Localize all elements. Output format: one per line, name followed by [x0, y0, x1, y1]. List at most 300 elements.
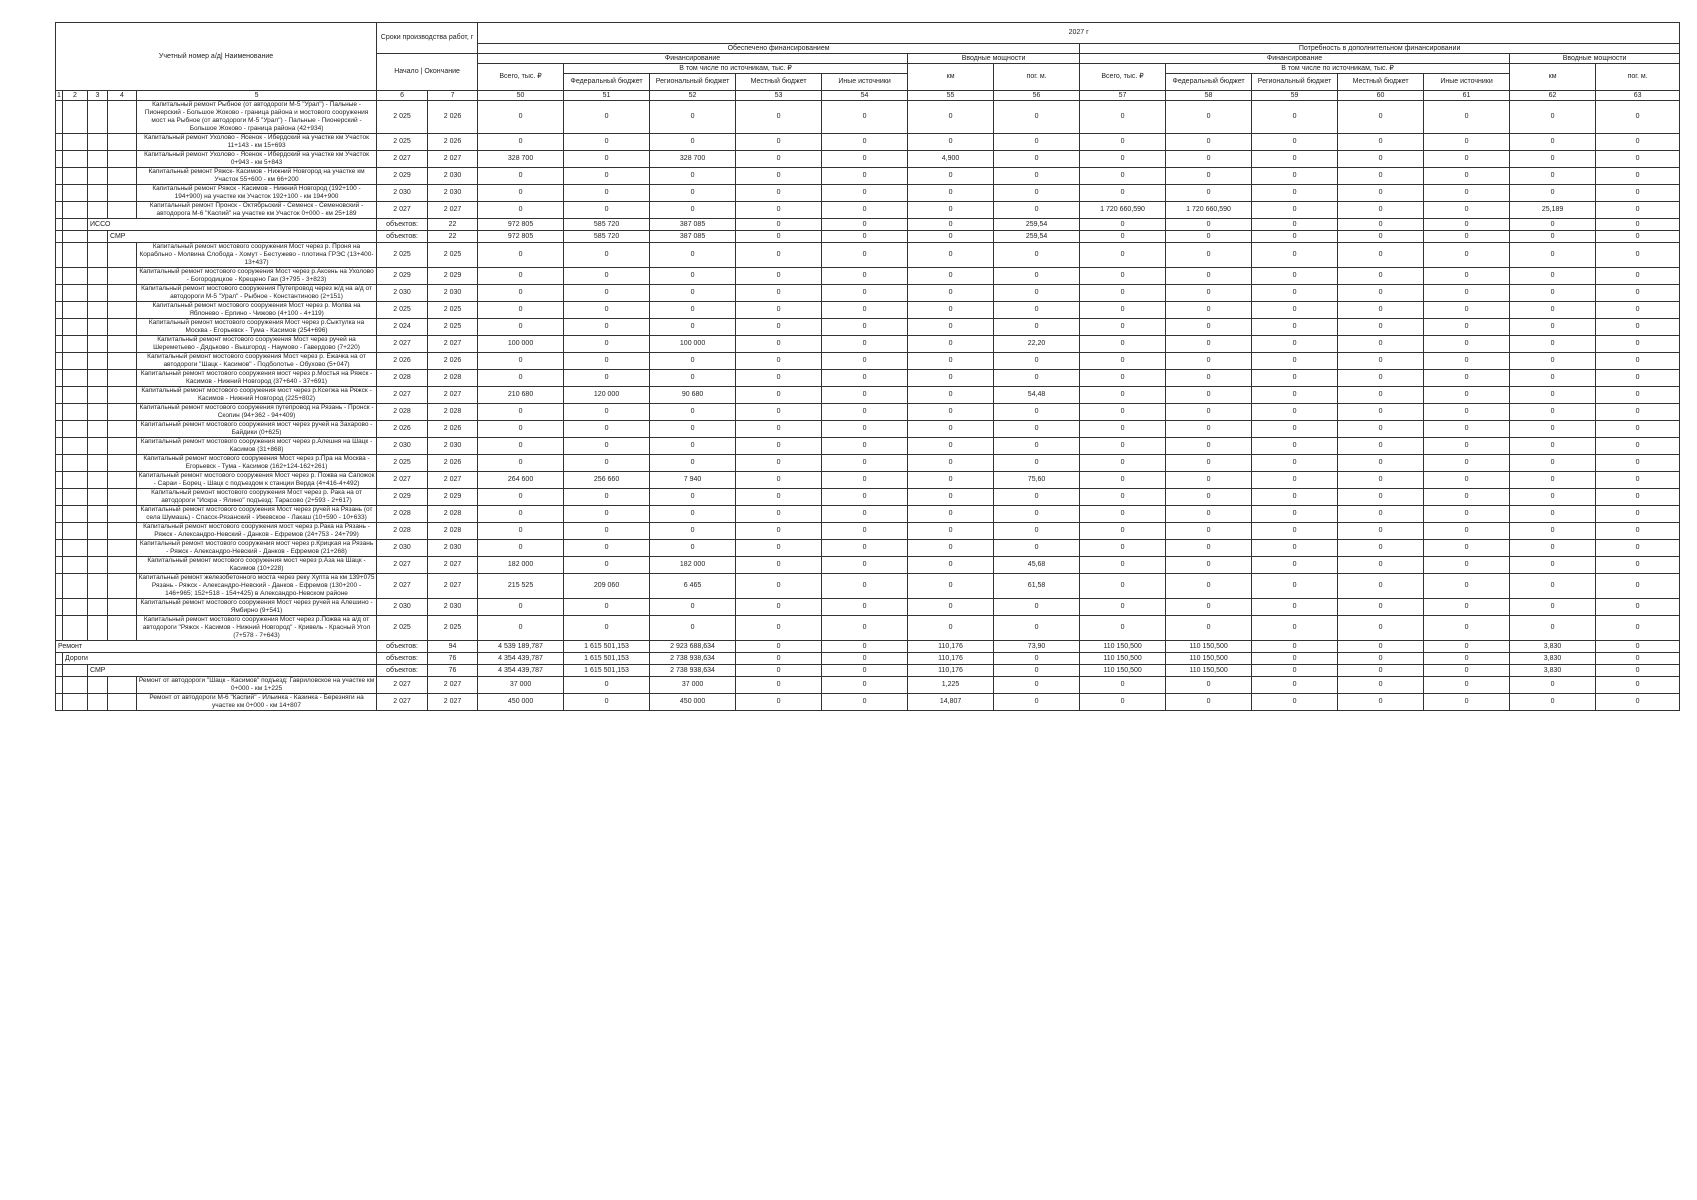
- value-cell: 2 027: [428, 677, 478, 694]
- object-name-cell: Капитальный ремонт мостового сооружения Мост через р.Аксень на Ухолово - Богородицкое - Крещено Гаи (3+795 - 3+823): [137, 268, 377, 285]
- value-cell: 0: [1080, 387, 1166, 404]
- value-cell: 0: [1510, 231, 1596, 243]
- value-cell: 0: [822, 523, 908, 540]
- value-cell: 0: [994, 599, 1080, 616]
- value-cell: 0: [994, 302, 1080, 319]
- value-cell: 0: [1424, 438, 1510, 455]
- value-cell: 0: [650, 185, 736, 202]
- value-cell: 0: [1252, 677, 1338, 694]
- value-cell: 0: [1596, 202, 1680, 219]
- value-cell: 0: [822, 202, 908, 219]
- value-cell: 0: [1252, 185, 1338, 202]
- value-cell: 256 660: [564, 472, 650, 489]
- value-cell: 0: [994, 285, 1080, 302]
- value-cell: 0: [1338, 185, 1424, 202]
- empty-cell: [108, 336, 137, 353]
- value-cell: 0: [1424, 285, 1510, 302]
- object-name-cell: Капитальный ремонт мостового сооружения путепровод на Рязань - Пронск - Скопин (94+362 - 94+409): [137, 404, 377, 421]
- column-index-cell: 61: [1424, 91, 1510, 101]
- value-cell: 0: [822, 574, 908, 599]
- value-cell: 259,54: [994, 231, 1080, 243]
- value-cell: 0: [478, 101, 564, 134]
- value-cell: 0: [736, 653, 822, 665]
- value-cell: 0: [994, 694, 1080, 711]
- value-cell: 0: [822, 455, 908, 472]
- empty-cell: [63, 134, 88, 151]
- value-cell: 2 030: [428, 540, 478, 557]
- value-cell: 0: [1424, 353, 1510, 370]
- empty-cell: [56, 101, 63, 134]
- value-cell: 0: [1338, 523, 1424, 540]
- value-cell: 0: [908, 523, 994, 540]
- value-cell: 0: [1080, 101, 1166, 134]
- value-cell: 0: [1080, 599, 1166, 616]
- value-cell: 2 028: [428, 506, 478, 523]
- secured-header: Обеспечено финансированием: [478, 44, 1080, 54]
- start-end-header: Начало | Окончание: [377, 54, 478, 91]
- value-cell: 2 028: [377, 523, 428, 540]
- empty-cell: [108, 421, 137, 438]
- empty-cell: [108, 387, 137, 404]
- value-cell: 0: [1424, 168, 1510, 185]
- value-cell: 0: [1596, 219, 1680, 231]
- value-cell: 0: [1596, 231, 1680, 243]
- value-cell: 0: [822, 387, 908, 404]
- value-cell: 0: [1080, 455, 1166, 472]
- value-cell: 0: [478, 599, 564, 616]
- value-cell: 2 027: [428, 387, 478, 404]
- value-cell: 0: [1424, 185, 1510, 202]
- value-cell: 94: [428, 641, 478, 653]
- value-cell: 0: [478, 185, 564, 202]
- value-cell: 0: [1424, 574, 1510, 599]
- value-cell: 0: [1338, 557, 1424, 574]
- value-cell: 0: [650, 540, 736, 557]
- value-cell: 0: [736, 268, 822, 285]
- value-cell: 0: [1166, 489, 1252, 506]
- empty-cell: [63, 219, 88, 231]
- value-cell: 0: [1080, 336, 1166, 353]
- value-cell: 0: [1080, 523, 1166, 540]
- empty-cell: [88, 455, 108, 472]
- value-cell: 0: [1166, 421, 1252, 438]
- value-cell: 0: [1338, 455, 1424, 472]
- value-cell: 0: [1080, 557, 1166, 574]
- value-cell: 0: [822, 231, 908, 243]
- value-cell: 0: [1338, 641, 1424, 653]
- secured-financing-header: Финансирование: [478, 54, 908, 64]
- value-cell: 22: [428, 219, 478, 231]
- value-cell: 0: [564, 677, 650, 694]
- value-cell: 2 027: [377, 336, 428, 353]
- value-cell: 0: [650, 404, 736, 421]
- value-cell: 0: [1166, 231, 1252, 243]
- value-cell: 0: [1424, 641, 1510, 653]
- value-cell: 0: [1080, 506, 1166, 523]
- column-index-cell: 3: [88, 91, 108, 101]
- value-cell: 2 030: [428, 599, 478, 616]
- value-cell: 2 025: [377, 302, 428, 319]
- value-cell: 0: [736, 438, 822, 455]
- total-row: [56, 653, 1680, 665]
- value-cell: 0: [1080, 438, 1166, 455]
- total-row: [56, 219, 1680, 231]
- value-cell: 2 028: [428, 370, 478, 387]
- end-header: Окончание: [424, 68, 460, 75]
- value-cell: 0: [478, 523, 564, 540]
- table-row: [56, 336, 1680, 353]
- value-cell: 0: [478, 404, 564, 421]
- value-cell: 0: [478, 438, 564, 455]
- need-federal-header: Федеральный бюджет: [1166, 74, 1252, 91]
- empty-cell: [56, 523, 63, 540]
- value-cell: 0: [1424, 694, 1510, 711]
- empty-cell: [108, 285, 137, 302]
- value-cell: 0: [1080, 421, 1166, 438]
- value-cell: 0: [650, 243, 736, 268]
- empty-cell: [88, 134, 108, 151]
- empty-cell: [108, 455, 137, 472]
- value-cell: 0: [1338, 151, 1424, 168]
- total-row: [56, 231, 1680, 243]
- value-cell: 0: [822, 302, 908, 319]
- value-cell: 110 150,500: [1080, 641, 1166, 653]
- secured-total-header: Всего, тыс. ₽: [478, 64, 564, 91]
- empty-cell: [88, 185, 108, 202]
- value-cell: 1 615 501,153: [564, 665, 650, 677]
- value-cell: 2 030: [428, 168, 478, 185]
- value-cell: 0: [908, 185, 994, 202]
- empty-cell: [56, 404, 63, 421]
- value-cell: 25,189: [1510, 202, 1596, 219]
- object-name-cell: Капитальный ремонт мостового сооружения Мост через р. Молва на Яблонево - Ерлино - Чижово (4+100 - 4+119): [137, 302, 377, 319]
- value-cell: 0: [1252, 404, 1338, 421]
- object-name-cell: Капитальный ремонт мостового сооружения Путепровод через ж/д на а/д от автодороги М-5 "Урал" - Рыбное - Константиново (2+151): [137, 285, 377, 302]
- value-cell: 2 027: [377, 387, 428, 404]
- value-cell: 0: [1338, 168, 1424, 185]
- value-cell: 0: [1424, 231, 1510, 243]
- value-cell: 0: [478, 489, 564, 506]
- value-cell: 0: [1080, 185, 1166, 202]
- value-cell: 2 027: [428, 151, 478, 168]
- value-cell: 0: [908, 540, 994, 557]
- value-cell: 0: [1166, 219, 1252, 231]
- empty-cell: [63, 353, 88, 370]
- value-cell: 0: [822, 370, 908, 387]
- value-cell: 0: [1510, 404, 1596, 421]
- secured-local-header: Местный бюджет: [736, 74, 822, 91]
- empty-cell: [63, 574, 88, 599]
- value-cell: 0: [1080, 268, 1166, 285]
- value-cell: 45,68: [994, 557, 1080, 574]
- value-cell: 0: [908, 168, 994, 185]
- value-cell: 0: [650, 455, 736, 472]
- empty-cell: [88, 268, 108, 285]
- object-name-cell: Ремонт от автодороги М-6 "Каспий" - Ильинка - Казинка - Березняги на участке км 0+000 - км 14+807: [137, 694, 377, 711]
- value-cell: 0: [1510, 421, 1596, 438]
- value-cell: 0: [1510, 616, 1596, 641]
- value-cell: 0: [1510, 319, 1596, 336]
- empty-cell: [56, 455, 63, 472]
- value-cell: 3,830: [1510, 665, 1596, 677]
- value-cell: 0: [1338, 243, 1424, 268]
- table-row: [56, 574, 1680, 599]
- value-cell: 0: [564, 168, 650, 185]
- empty-cell: [108, 438, 137, 455]
- value-cell: 0: [908, 616, 994, 641]
- value-cell: 0: [1424, 268, 1510, 285]
- value-cell: 0: [994, 506, 1080, 523]
- value-cell: 0: [1166, 438, 1252, 455]
- value-cell: 0: [994, 202, 1080, 219]
- empty-cell: [56, 370, 63, 387]
- value-cell: 0: [1166, 336, 1252, 353]
- value-cell: 7 940: [650, 472, 736, 489]
- value-cell: 0: [994, 404, 1080, 421]
- value-cell: 0: [1338, 694, 1424, 711]
- value-cell: 0: [478, 302, 564, 319]
- value-cell: 4 539 189,787: [478, 641, 564, 653]
- value-cell: 182 000: [650, 557, 736, 574]
- value-cell: 0: [1252, 694, 1338, 711]
- value-cell: 2 030: [377, 285, 428, 302]
- value-cell: 0: [1252, 506, 1338, 523]
- column-index-cell: 51: [564, 91, 650, 101]
- value-cell: 0: [564, 302, 650, 319]
- value-cell: 0: [1252, 268, 1338, 285]
- value-cell: 0: [822, 134, 908, 151]
- value-cell: 0: [650, 438, 736, 455]
- empty-cell: [63, 268, 88, 285]
- table-row: [56, 694, 1680, 711]
- value-cell: 0: [736, 404, 822, 421]
- empty-cell: [88, 243, 108, 268]
- value-cell: 0: [822, 336, 908, 353]
- value-cell: 0: [650, 302, 736, 319]
- value-cell: 0: [478, 540, 564, 557]
- value-cell: 0: [1510, 472, 1596, 489]
- table-row: [56, 616, 1680, 641]
- value-cell: 1 615 501,153: [564, 641, 650, 653]
- value-cell: 0: [1166, 506, 1252, 523]
- value-cell: 0: [1338, 677, 1424, 694]
- value-cell: 387 085: [650, 231, 736, 243]
- empty-cell: [63, 616, 88, 641]
- value-cell: 450 000: [478, 694, 564, 711]
- value-cell: 120 000: [564, 387, 650, 404]
- value-cell: 0: [478, 168, 564, 185]
- object-name-cell: Капитальный ремонт мостового сооружения мост через р.Рака на Рязань - Ряжск - Александро-Невский - Данков - Ефремов (24+753 - 24+799): [137, 523, 377, 540]
- value-cell: 2 738 938,634: [650, 665, 736, 677]
- value-cell: 0: [1596, 540, 1680, 557]
- secured-other-header: Иные источники: [822, 74, 908, 91]
- value-cell: 0: [1166, 472, 1252, 489]
- empty-cell: [108, 168, 137, 185]
- value-cell: 2 025: [377, 455, 428, 472]
- column-index-cell: 6: [377, 91, 428, 101]
- value-cell: 0: [1080, 574, 1166, 599]
- empty-cell: [63, 387, 88, 404]
- empty-cell: [88, 489, 108, 506]
- table-row: [56, 455, 1680, 472]
- value-cell: 2 026: [428, 101, 478, 134]
- object-name-cell: Капитальный ремонт мостового сооружения Мост через ручей на Алешино - Ямбирно (9+541): [137, 599, 377, 616]
- value-cell: 0: [1166, 574, 1252, 599]
- value-cell: 0: [478, 370, 564, 387]
- value-cell: 0: [994, 319, 1080, 336]
- value-cell: 0: [736, 665, 822, 677]
- empty-cell: [88, 677, 108, 694]
- table-row: [56, 370, 1680, 387]
- value-cell: 2 026: [428, 421, 478, 438]
- empty-cell: [108, 202, 137, 219]
- value-cell: 0: [736, 219, 822, 231]
- value-cell: 0: [736, 387, 822, 404]
- value-cell: 2 026: [428, 455, 478, 472]
- value-cell: 0: [564, 557, 650, 574]
- empty-cell: [108, 134, 137, 151]
- empty-cell: [108, 557, 137, 574]
- empty-cell: [108, 523, 137, 540]
- value-cell: 90 680: [650, 387, 736, 404]
- value-cell: 2 027: [377, 151, 428, 168]
- value-cell: 1 720 660,590: [1080, 202, 1166, 219]
- column-index-cell: 53: [736, 91, 822, 101]
- object-name-cell: Капитальный ремонт мостового сооружения мост через р.Мостья на Ряжск - Касимов - Нижний Новгород (37+640 - 37+691): [137, 370, 377, 387]
- value-cell: 0: [822, 243, 908, 268]
- value-cell: 2 025: [377, 134, 428, 151]
- value-cell: 2 027: [377, 557, 428, 574]
- secured-sources-header: В том числе по источникам, тыс. ₽: [564, 64, 908, 74]
- value-cell: 0: [1596, 101, 1680, 134]
- secured-pm-header: пог. м.: [994, 64, 1080, 91]
- value-cell: 0: [1080, 540, 1166, 557]
- value-cell: 0: [1166, 370, 1252, 387]
- value-cell: 0: [822, 101, 908, 134]
- value-cell: 0: [564, 540, 650, 557]
- table-row: [56, 319, 1680, 336]
- value-cell: объектов:: [377, 231, 428, 243]
- group-label-cell: Ремонт: [56, 641, 377, 653]
- value-cell: 0: [908, 599, 994, 616]
- value-cell: 0: [1510, 694, 1596, 711]
- column-index-cell: 56: [994, 91, 1080, 101]
- value-cell: 0: [564, 694, 650, 711]
- value-cell: 0: [650, 506, 736, 523]
- value-cell: 2 030: [377, 599, 428, 616]
- value-cell: 0: [1596, 599, 1680, 616]
- value-cell: 0: [908, 387, 994, 404]
- value-cell: 0: [994, 455, 1080, 472]
- value-cell: 0: [1424, 370, 1510, 387]
- value-cell: 0: [1166, 302, 1252, 319]
- value-cell: 0: [1338, 599, 1424, 616]
- empty-cell: [88, 336, 108, 353]
- value-cell: 0: [1510, 599, 1596, 616]
- value-cell: 0: [908, 101, 994, 134]
- empty-cell: [63, 665, 88, 677]
- value-cell: 0: [1080, 404, 1166, 421]
- value-cell: 0: [736, 134, 822, 151]
- value-cell: объектов:: [377, 665, 428, 677]
- secured-capacity-header: Вводные мощности: [908, 54, 1080, 64]
- start-header: Начало: [394, 68, 419, 75]
- value-cell: 0: [1510, 151, 1596, 168]
- value-cell: 100 000: [478, 336, 564, 353]
- value-cell: 0: [564, 455, 650, 472]
- value-cell: 0: [1338, 231, 1424, 243]
- value-cell: 0: [1252, 243, 1338, 268]
- value-cell: 0: [1424, 243, 1510, 268]
- empty-cell: [108, 616, 137, 641]
- table-header: [56, 23, 1680, 101]
- value-cell: 0: [564, 243, 650, 268]
- value-cell: 0: [1510, 353, 1596, 370]
- empty-cell: [56, 557, 63, 574]
- column-index-cell: 60: [1338, 91, 1424, 101]
- value-cell: 0: [1338, 653, 1424, 665]
- value-cell: 0: [994, 185, 1080, 202]
- value-cell: 0: [1080, 489, 1166, 506]
- empty-cell: [108, 302, 137, 319]
- need-km-header: км: [1510, 64, 1596, 91]
- value-cell: 0: [1252, 151, 1338, 168]
- empty-cell: [56, 243, 63, 268]
- object-name-cell: Капитальный ремонт Ухолово - Ясенок - Ибердский на участке км Участок 11+143 - км 15+693: [137, 134, 377, 151]
- empty-cell: [63, 438, 88, 455]
- empty-cell: [88, 506, 108, 523]
- value-cell: 585 720: [564, 231, 650, 243]
- table-row: [56, 168, 1680, 185]
- group-label-cell: СМР: [108, 231, 377, 243]
- value-cell: 2 029: [428, 489, 478, 506]
- value-cell: 0: [1338, 421, 1424, 438]
- value-cell: 2 030: [428, 185, 478, 202]
- column-index-cell: 54: [822, 91, 908, 101]
- empty-cell: [88, 472, 108, 489]
- object-name-cell: Капитальный ремонт Ряжск- Касимов - Нижний Новгород на участке км Участок 55+600 - км 66+200: [137, 168, 377, 185]
- budget-table: [55, 22, 1680, 711]
- year-header: 2027 г: [478, 23, 1680, 44]
- empty-cell: [56, 231, 63, 243]
- value-cell: 0: [994, 370, 1080, 387]
- value-cell: 0: [1166, 557, 1252, 574]
- value-cell: 0: [1596, 387, 1680, 404]
- empty-cell: [63, 185, 88, 202]
- value-cell: 0: [564, 404, 650, 421]
- value-cell: 328 700: [478, 151, 564, 168]
- empty-cell: [63, 243, 88, 268]
- empty-cell: [63, 540, 88, 557]
- value-cell: 0: [1338, 319, 1424, 336]
- empty-cell: [108, 489, 137, 506]
- value-cell: 0: [822, 168, 908, 185]
- value-cell: 0: [736, 557, 822, 574]
- value-cell: 0: [1424, 489, 1510, 506]
- value-cell: 0: [1252, 387, 1338, 404]
- value-cell: 0: [822, 353, 908, 370]
- value-cell: 0: [1510, 185, 1596, 202]
- value-cell: 0: [478, 202, 564, 219]
- value-cell: 0: [736, 574, 822, 599]
- value-cell: 0: [1080, 151, 1166, 168]
- value-cell: 0: [736, 336, 822, 353]
- empty-cell: [56, 616, 63, 641]
- value-cell: объектов:: [377, 653, 428, 665]
- empty-cell: [88, 387, 108, 404]
- empty-cell: [63, 404, 88, 421]
- value-cell: 0: [1252, 285, 1338, 302]
